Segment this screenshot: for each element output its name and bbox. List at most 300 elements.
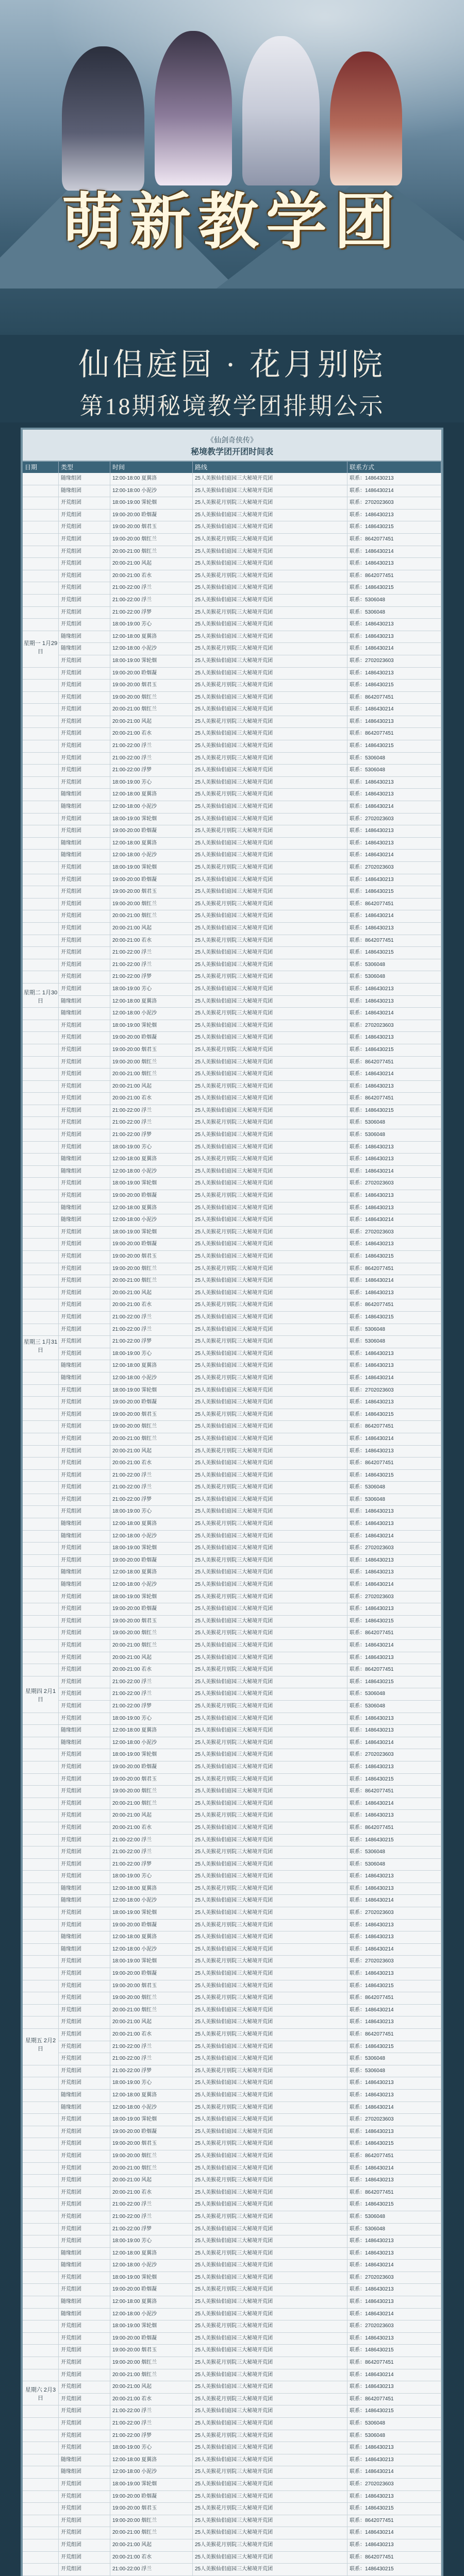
cell-type: 随缘组团 [59,1883,110,1895]
table-row [23,947,441,959]
cell-route: 25人美猴花月别院三大秘境开荒团 [193,643,347,655]
cell-date [23,2260,59,2272]
cell-time: 19:00-20:00 烟君玉 [110,2503,193,2515]
cell-contact: 联系：2702023603 [347,655,441,667]
cell-type: 开荒组团 [59,1433,110,1445]
cell-type: 随缘组团 [59,2466,110,2478]
table-row [23,1263,441,1276]
cell-time: 18:00-19:00 芳心 [110,984,193,995]
cell-route: 25人美猴花月别院三大秘境开荒团 [193,1409,347,1421]
table-row [23,595,441,607]
cell-time: 18:00-19:00 霁轮烟 [110,1956,193,1968]
cell-type: 开荒组团 [59,1494,110,1506]
cell-contact: 联系：1486430214 [347,2163,441,2175]
cell-type: 开荒组团 [59,1263,110,1275]
cell-contact: 联系：1486430214 [347,1275,441,1287]
cell-contact: 联系：5306048 [347,2053,441,2065]
cell-time: 12:00-18:00 小泥沙 [110,801,193,813]
cell-date [23,1591,59,1603]
table-row [23,2369,441,2382]
cell-contact: 联系：1486430213 [347,473,441,485]
cell-contact: 联系：5306048 [347,1688,441,1700]
cell-route: 25人美猴仙侣庭园三大秘境开荒团 [193,1907,347,1919]
cell-route: 25人美猴仙侣庭园三大秘境开荒团 [193,2235,347,2247]
cell-contact: 联系：1486430213 [347,1360,441,1372]
cell-contact: 联系：8642077451 [347,2150,441,2162]
cell-type: 开荒组团 [59,668,110,680]
cell-time: 18:00-19:00 芳心 [110,1871,193,1883]
cell-date [23,534,59,546]
table-row [23,1494,441,1506]
cell-type: 开荒组团 [59,2187,110,2199]
cell-type: 开荒组团 [59,1616,110,1628]
cell-route: 25人美猴仙侣庭园三大秘境开荒团 [193,1579,347,1591]
cell-route: 25人美猴仙侣庭园三大秘境开荒团 [193,546,347,558]
cell-date [23,1458,59,1469]
cell-route: 25人美猴仙侣庭园三大秘境开荒团 [193,1105,347,1117]
cell-route: 25人美猴花月别院三大秘境开荒团 [193,1628,347,1639]
table-row [23,984,441,996]
cell-time: 19:00-20:00 烟君玉 [110,1616,193,1628]
cell-type: 开荒组团 [59,2552,110,2564]
cell-contact: 联系：1486430213 [347,1239,441,1250]
cell-type: 开荒组团 [59,1749,110,1761]
cell-time: 21:00-22:00 浮兰 [110,595,193,606]
cell-type: 开荒组团 [59,2503,110,2515]
cell-contact: 联系：1486430213 [347,2333,441,2345]
table-row [23,692,441,704]
cell-contact: 联系：1486430213 [347,558,441,570]
cell-route: 25人美猴仙侣庭园三大秘境开荒团 [193,1543,347,1554]
cell-date [23,1895,59,1907]
table-row [23,2503,441,2515]
cell-contact: 联系：1486430214 [347,801,441,813]
cell-contact: 联系：1486430214 [347,1531,441,1543]
cell-route: 25人美猴仙侣庭园三大秘境开荒团 [193,1835,347,1846]
hero-banner [0,0,464,335]
cell-contact: 联系：1486430213 [347,2442,441,2454]
cell-time: 12:00-18:00 小泥沙 [110,1008,193,1020]
cell-date [23,2552,59,2564]
cell-date [23,1555,59,1567]
cell-time: 21:00-22:00 浮兰 [110,1324,193,1336]
cell-type: 开荒组团 [59,1312,110,1324]
cell-type: 开荒组团 [59,595,110,606]
cell-time: 18:00-19:00 芳心 [110,777,193,789]
cell-route: 25人美猴仙侣庭园三大秘境开荒团 [193,2515,347,2527]
table-row [23,607,441,619]
cell-route: 25人美猴仙侣庭园三大秘境开荒团 [193,1494,347,1506]
cell-route: 25人美猴仙侣庭园三大秘境开荒团 [193,619,347,631]
cell-time: 21:00-22:00 浮梦 [110,1494,193,1506]
character-illustration [330,52,402,185]
cell-type: 开荒组团 [59,510,110,521]
cell-type: 开荒组团 [59,1774,110,1786]
cell-time: 12:00-18:00 夏翼洛 [110,473,193,485]
date-label: 星期一 1月29日 [23,639,59,656]
cell-type: 开荒组团 [59,971,110,983]
cell-date [23,1105,59,1117]
cell-time: 19:00-20:00 聆烟凝 [110,1968,193,1980]
cell-date [23,485,59,497]
table-row [23,2284,441,2296]
cell-contact: 联系：1486430213 [347,996,441,1008]
col-header-date: 日期 [23,462,59,473]
cell-date [23,1835,59,1846]
cell-date [23,1008,59,1020]
cell-date [23,814,59,825]
cell-route: 25人美猴仙侣庭园三大秘境开荒团 [193,2150,347,2162]
table-row [23,1312,441,1324]
table-row [23,2235,441,2248]
table-row [23,2357,441,2369]
cell-time: 19:00-20:00 烟君玉 [110,1044,193,1056]
cell-type: 开荒组团 [59,2284,110,2296]
cell-date [23,1190,59,1202]
table-row [23,1421,441,1433]
cell-contact: 联系：1486430213 [347,2539,441,2551]
cell-contact: 联系：1486430213 [347,789,441,801]
cell-contact: 联系：1486430213 [347,2381,441,2393]
col-header-contact: 联系方式 [347,462,441,473]
table-body [23,473,441,2576]
cell-time: 21:00-22:00 浮兰 [110,2564,193,2575]
cell-contact: 联系：1486430213 [347,2296,441,2308]
cell-route: 25人美猴仙侣庭园三大秘境开荒团 [193,2090,347,2102]
cell-time: 20:00-21:00 若水 [110,2552,193,2564]
cell-time: 21:00-22:00 浮梦 [110,2224,193,2235]
cell-route: 25人美猴花月别院三大秘境开荒团 [193,680,347,691]
cell-contact: 联系：1486430214 [347,1008,441,1020]
cell-type: 开荒组团 [59,1093,110,1105]
cell-type: 开荒组团 [59,2053,110,2065]
cell-time: 12:00-18:00 小泥沙 [110,2260,193,2272]
cell-route: 25人美猴仙侣庭园三大秘境开荒团 [193,984,347,995]
cell-type: 开荒组团 [59,1846,110,1858]
table-row [23,1603,441,1616]
cell-type: 开荒组团 [59,1446,110,1458]
cell-route: 25人美猴花月别院三大秘境开荒团 [193,1336,347,1348]
cell-time: 20:00-21:00 若水 [110,2187,193,2199]
cell-date [23,1616,59,1628]
cell-type: 开荒组团 [59,1275,110,1287]
cell-route: 25人美猴仙侣庭园三大秘境开荒团 [193,582,347,594]
cell-route: 25人美猴花月别院三大秘境开荒团 [193,1190,347,1202]
cell-type: 开荒组团 [59,1105,110,1117]
cell-time: 18:00-19:00 霁轮烟 [110,1749,193,1761]
cell-type: 开荒组团 [59,1555,110,1567]
cell-date [23,1749,59,1761]
cell-type: 开荒组团 [59,2114,110,2126]
cell-date [23,1822,59,1834]
cell-time: 12:00-18:00 小泥沙 [110,485,193,497]
cell-contact: 联系：8642077451 [347,534,441,546]
cell-contact: 联系：1486430214 [347,910,441,922]
cell-date [23,1579,59,1591]
cell-route: 25人美猴仙侣庭园三大秘境开荒团 [193,1287,347,1299]
cell-date [23,765,59,776]
cell-time: 12:00-18:00 夏翼洛 [110,1518,193,1530]
cell-time: 18:00-19:00 芳心 [110,1506,193,1518]
cell-contact: 联系：1486430214 [347,1433,441,1445]
table-row [23,2187,441,2199]
cell-contact: 联系：1486430215 [347,947,441,959]
cell-time: 20:00-21:00 风起 [110,1446,193,1458]
cell-date [23,558,59,570]
table-row [23,959,441,972]
cell-contact: 联系：1486430214 [347,850,441,861]
table-row [23,2381,441,2394]
table-row [23,2090,441,2102]
cell-contact: 联系：1486430213 [347,631,441,643]
cell-type: 开荒组团 [59,1786,110,1798]
cell-date [23,825,59,837]
cell-type: 随缘组团 [59,1154,110,1165]
cell-contact: 联系：8642077451 [347,2515,441,2527]
cell-date [23,2539,59,2551]
table-row [23,2175,441,2187]
cell-contact: 联系：1486430213 [347,874,441,886]
table-row [23,2491,441,2503]
cell-date [23,1433,59,1445]
table-row [23,1348,441,1361]
cell-route: 25人美猴仙侣庭园三大秘境开荒团 [193,1202,347,1214]
table-row [23,485,441,498]
cell-date [23,1859,59,1871]
cell-time: 21:00-22:00 浮兰 [110,1117,193,1129]
cell-time: 21:00-22:00 浮兰 [110,1835,193,1846]
cell-route: 25人美猴仙侣庭园三大秘境开荒团 [193,473,347,485]
cell-type: 开荒组团 [59,680,110,691]
table-row [23,2016,441,2029]
cell-time: 18:00-19:00 芳心 [110,2077,193,2089]
cell-type: 开荒组团 [59,2224,110,2235]
cell-date [23,1214,59,1226]
schedule-table [21,428,443,2576]
cell-route: 25人美猴仙侣庭园三大秘境开荒团 [193,874,347,886]
cell-contact: 联系：8642077451 [347,899,441,910]
cell-contact: 联系：1486430215 [347,2405,441,2417]
cell-contact: 联系：1486430215 [347,1774,441,1786]
cell-contact: 联系：1486430213 [347,825,441,837]
cell-route: 25人美猴仙侣庭园三大秘境开荒团 [193,1822,347,1834]
cell-contact: 联系：2702023603 [347,862,441,874]
table-row [23,1142,441,1154]
cell-contact: 联系：1486430214 [347,1798,441,1810]
cell-type: 开荒组团 [59,1385,110,1397]
cell-time: 12:00-18:00 夏翼洛 [110,1883,193,1895]
cell-time: 12:00-18:00 夏翼洛 [110,1567,193,1579]
cell-date [23,1227,59,1239]
table-row [23,1299,441,1312]
cell-date [23,2515,59,2527]
cell-type: 开荒组团 [59,2564,110,2575]
table-row [23,2102,441,2114]
cell-contact: 联系：1486430215 [347,680,441,691]
cell-contact: 联系：1486430213 [347,1142,441,1154]
cell-contact: 联系：1486430213 [347,1348,441,1360]
cell-contact: 联系：2702023603 [347,2320,441,2332]
cell-time: 19:00-20:00 聆烟凝 [110,825,193,837]
cell-type: 随缘组团 [59,850,110,861]
cell-date [23,2466,59,2478]
cell-type: 开荒组团 [59,1676,110,1688]
table-row [23,2114,441,2126]
cell-time: 18:00-19:00 芳心 [110,2235,193,2247]
cell-route: 25人美猴仙侣庭园三大秘境开荒团 [193,1458,347,1469]
table-row [23,1129,441,1142]
cell-date [23,1798,59,1810]
cell-contact: 联系：1486430213 [347,2175,441,2187]
cell-contact: 联系：1486430213 [347,2491,441,2503]
cell-date [23,2491,59,2503]
cell-type: 开荒组团 [59,1190,110,1202]
cell-contact: 联系：8642077451 [347,1458,441,1469]
table-row [23,1227,441,1239]
cell-route: 25人美猴仙侣庭园三大秘境开荒团 [193,2345,347,2357]
cell-date [23,1603,59,1615]
cell-date [23,1385,59,1397]
cell-type: 开荒组团 [59,1251,110,1263]
cell-time: 20:00-21:00 烟红兰 [110,2527,193,2539]
cell-contact: 联系：1486430215 [347,1470,441,1482]
table-row [23,1020,441,1032]
cell-type: 开荒组团 [59,1482,110,1494]
cell-contact: 联系：1486430215 [347,521,441,533]
table-row [23,2065,441,2078]
cell-type: 随缘组团 [59,1944,110,1956]
cell-type: 开荒组团 [59,607,110,619]
cell-route: 25人美猴花月别院三大秘境开荒团 [193,2320,347,2332]
cell-type: 开荒组团 [59,1299,110,1311]
cell-contact: 联系：2702023603 [347,1543,441,1554]
cell-type: 随缘组团 [59,1895,110,1907]
cell-route: 25人美猴仙侣庭园三大秘境开荒团 [193,1859,347,1871]
cell-date [23,2053,59,2065]
cell-time: 19:00-20:00 烟君玉 [110,521,193,533]
table-row [23,2224,441,2236]
cell-type: 开荒组团 [59,570,110,582]
table-row [23,631,441,643]
character-illustration [62,46,144,191]
cell-type: 开荒组团 [59,1871,110,1883]
cell-date [23,473,59,485]
cell-type: 随缘组团 [59,1166,110,1178]
cell-time: 12:00-18:00 夏翼洛 [110,996,193,1008]
table-row [23,643,441,655]
cell-type: 开荒组团 [59,2430,110,2442]
cell-route: 25人美猴仙侣庭园三大秘境开荒团 [193,1397,347,1409]
table-row [23,570,441,583]
cell-date [23,886,59,898]
table-row [23,2564,441,2576]
table-row [23,1446,441,1458]
cell-type: 随缘组团 [59,1579,110,1591]
cell-route: 25人美猴花月别院三大秘境开荒团 [193,1701,347,1713]
cell-route: 25人美猴仙侣庭园三大秘境开荒团 [193,521,347,533]
cell-time: 20:00-21:00 若水 [110,1664,193,1676]
cell-type: 开荒组团 [59,1628,110,1639]
cell-time: 19:00-20:00 烟君玉 [110,1251,193,1263]
date-label: 星期六 2月3日 [23,2386,59,2402]
cell-type: 开荒组团 [59,874,110,886]
cell-route: 25人美猴仙侣庭园三大秘境开荒团 [193,1057,347,1069]
cell-date [23,1567,59,1579]
cell-route: 25人美猴仙侣庭园三大秘境开荒团 [193,1093,347,1105]
cell-type: 开荒组团 [59,959,110,971]
cell-contact: 联系：1486430215 [347,1676,441,1688]
cell-route: 25人美猴仙侣庭园三大秘境开荒团 [193,1020,347,1032]
table-row [23,1652,441,1665]
cell-time: 19:00-20:00 烟君玉 [110,886,193,898]
cell-contact: 联系：1486430213 [347,1154,441,1165]
table-row [23,1397,441,1409]
table-row [23,668,441,680]
cell-time: 12:00-18:00 小泥沙 [110,850,193,861]
cell-time: 21:00-22:00 浮兰 [110,1846,193,1858]
cell-type: 开荒组团 [59,2345,110,2357]
cell-route: 25人美猴仙侣庭园三大秘境开荒团 [193,2552,347,2564]
table-row [23,2454,441,2467]
cell-time: 20:00-21:00 烟红兰 [110,1433,193,1445]
cell-time: 19:00-20:00 聆烟凝 [110,1190,193,1202]
cell-contact: 联系：1486430213 [347,1202,441,1214]
cell-date [23,2369,59,2381]
cell-contact: 联系：1486430214 [347,2260,441,2272]
cell-route: 25人美猴仙侣庭园三大秘境开荒团 [193,740,347,752]
cell-contact: 联系：5306048 [347,1482,441,1494]
cell-contact: 联系：1486430213 [347,1555,441,1567]
cell-date [23,1446,59,1458]
table-row [23,2430,441,2443]
cell-route: 25人美猴仙侣庭园三大秘境开荒团 [193,1470,347,1482]
cell-type: 随缘组团 [59,838,110,850]
cell-contact: 联系：8642077451 [347,2394,441,2405]
cell-date [23,2454,59,2466]
cell-route: 25人美猴仙侣庭园三大秘境开荒团 [193,1968,347,1980]
cell-type: 随缘组团 [59,2090,110,2102]
cell-type: 开荒组团 [59,582,110,594]
table-row [23,971,441,984]
cell-route: 25人美猴仙侣庭园三大秘境开荒团 [193,1676,347,1688]
cell-route: 25人美猴仙侣庭园三大秘境开荒团 [193,510,347,521]
cell-route: 25人美猴花月别院三大秘境开荒团 [193,1846,347,1858]
cell-route: 25人美猴仙侣庭园三大秘境开荒团 [193,2491,347,2503]
cell-contact: 联系：5306048 [347,1117,441,1129]
cell-date [23,2272,59,2284]
cell-date [23,1069,59,1080]
table-row [23,1117,441,1129]
cell-date [23,2309,59,2320]
cell-date [23,668,59,680]
cell-route: 25人美猴仙侣庭园三大秘境开荒团 [193,959,347,971]
cell-route: 25人美猴花月别院三大秘境开荒团 [193,1591,347,1603]
cell-route: 25人美猴仙侣庭园三大秘境开荒团 [193,631,347,643]
cell-date [23,2126,59,2138]
cell-contact: 联系：1486430213 [347,1397,441,1409]
cell-type: 开荒组团 [59,814,110,825]
table-row [23,521,441,534]
cell-time: 18:00-19:00 霁轮烟 [110,2479,193,2490]
cell-date [23,680,59,691]
cell-contact: 联系：5306048 [347,1846,441,1858]
cell-type: 开荒组团 [59,2272,110,2284]
cell-type: 开荒组团 [59,753,110,765]
table-row [23,1616,441,1628]
cell-contact: 联系：2702023603 [347,2114,441,2126]
cell-route: 25人美猴花月别院三大秘境开荒团 [193,1555,347,1567]
cell-contact: 联系：2702023603 [347,1749,441,1761]
